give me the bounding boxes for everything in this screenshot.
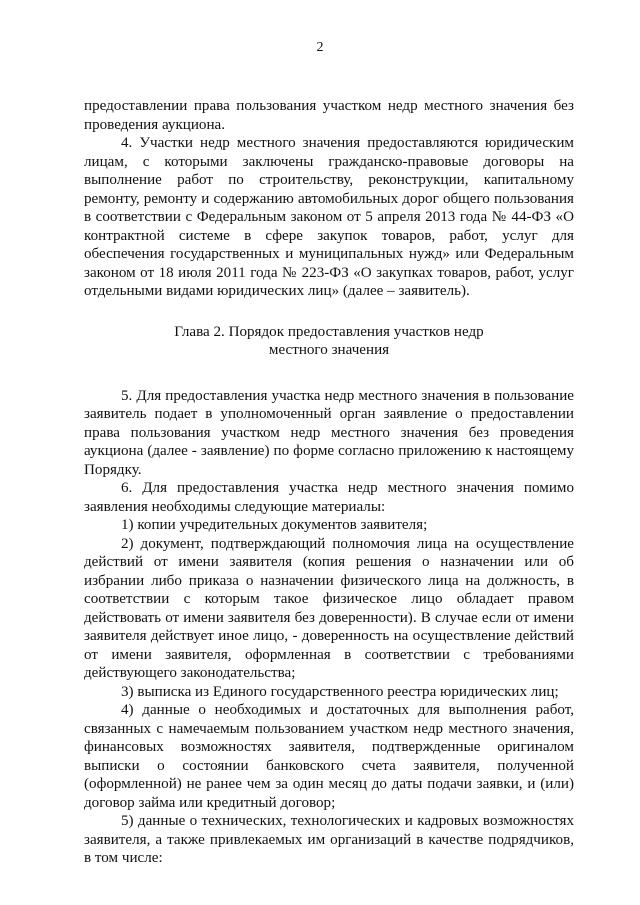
chapter-heading-line-1: Глава 2. Порядок предоставления участков недр <box>174 323 484 340</box>
paragraph-item-4: 4. Участки недр местного значения предоставляются юридическим лицам, с которыми заключены гражданско-правовые договоры на выполнение работ по строительству, реконструкции, капитальному ремонту, ремонту и содержанию автомобильных дорог общего пользования в соответствии с Федеральным законом от 5 апреля 2013 года № 44-ФЗ «О контрактной системе в сфере закупок товаров, работ, услуг для обеспечения государственных и муниципальных нужд» или Федеральным законом от 18 июля 2011 года № 223-ФЗ «О закупках товаров, работ, услуг отдельными видами юридических лиц» (далее – заявитель). <box>84 135 574 299</box>
list-item-2: 2) документ, подтверждающий полномочия лица на осуществление действий от имени заявителя (копия решения о назначении или об избрании либо приказа о назначении физического лица на должность, в соответствии с которым такое физическое лицо обладает правом действовать от имени заявителя без доверенности). В случае если от имени заявителя действует иное лицо, - доверенность на осуществление действий от имени заявителя, оформленная в соответствии с требованиями действующего законодательства; <box>84 535 574 681</box>
list-item-4: 4) данные о необходимых и достаточных для выполнения работ, связанных с намечаемым пользованием участком недр местного значения, финансовых возможностях заявителя, подтвержденные оригиналом выписки о состоянии банковского счета заявителя, полученной (оформленной) не ранее чем за один месяц до даты подачи заявки, и (или) договор займа или кредитный договор; <box>84 702 574 811</box>
paragraph-item-5: 5. Для предоставления участка недр местного значения в пользование заявитель подает в уполномоченный орган заявление о предоставлении права пользования участком недр местного значения без проведения аукциона (далее - заявление) по форме согласно приложению к настоящему Порядку. <box>84 387 574 478</box>
list-item-1: 1) копии учредительных документов заявителя; <box>121 517 428 533</box>
list-item-5: 5) данные о технических, технологических и кадровых возможностях заявителя, а также привлекаемых им организаций в качестве подрядчиков, в том числе: <box>84 813 574 866</box>
document-body <box>84 97 574 868</box>
chapter-heading-line-2: местного значения <box>268 342 390 358</box>
page-number: 2 <box>316 40 324 55</box>
paragraph-item-6: 6. Для предоставления участка недр местного значения помимо заявления необходимы следующие материалы: <box>84 480 574 515</box>
paragraph-continuation: предоставлении права пользования участком недр местного значения без проведения аукциона. <box>84 98 574 133</box>
chapter-heading <box>84 323 574 360</box>
list-item-3: 3) выписка из Единого государственного реестра юридических лиц; <box>121 683 559 700</box>
